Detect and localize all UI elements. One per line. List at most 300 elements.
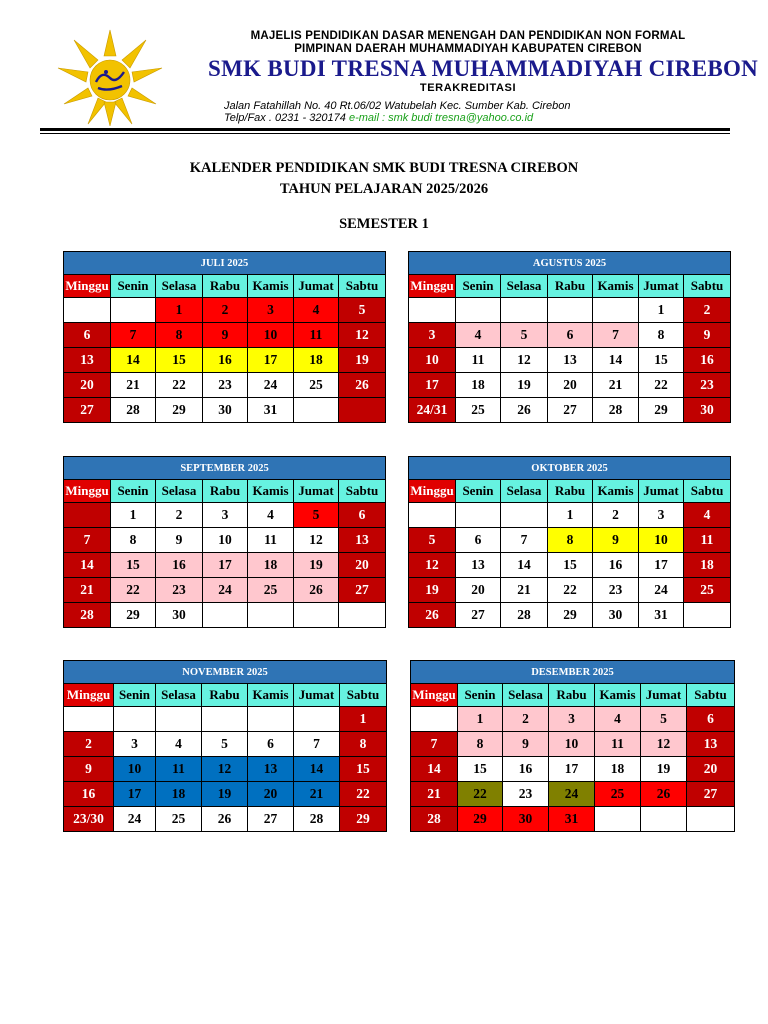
- week-row: [64, 732, 387, 757]
- contact-line: [224, 112, 724, 124]
- month-name: SEPTEMBER 2025: [64, 457, 386, 480]
- date-cell: 25: [156, 807, 202, 832]
- week-row: [64, 373, 386, 398]
- day-header: Kamis: [248, 480, 294, 503]
- date-cell: 24: [248, 373, 294, 398]
- date-cell: 18: [595, 757, 641, 782]
- day-header: Sabtu: [687, 684, 735, 707]
- date-cell: 7: [501, 528, 548, 553]
- date-cell: 25: [248, 578, 294, 603]
- date-cell: 3: [549, 707, 595, 732]
- date-cell: 2: [593, 503, 639, 528]
- day-header: Kamis: [595, 684, 641, 707]
- week-row: [409, 503, 731, 528]
- week-row: [64, 348, 386, 373]
- date-cell: 23: [503, 782, 549, 807]
- date-cell: 25: [294, 373, 339, 398]
- date-cell: 26: [202, 807, 248, 832]
- day-header: Rabu: [203, 275, 248, 298]
- date-cell: [456, 298, 501, 323]
- week-row: [64, 757, 387, 782]
- month-name: JULI 2025: [64, 252, 386, 275]
- date-cell: 14: [593, 348, 639, 373]
- date-cell: 30: [156, 603, 203, 628]
- date-cell: 15: [458, 757, 503, 782]
- month-calendar: [408, 251, 731, 423]
- day-header: Sabtu: [684, 480, 731, 503]
- date-cell: 6: [248, 732, 294, 757]
- date-cell: 10: [549, 732, 595, 757]
- date-cell: 30: [503, 807, 549, 832]
- date-cell: [111, 298, 156, 323]
- date-cell: 8: [111, 528, 156, 553]
- date-cell: 20: [339, 553, 386, 578]
- date-cell: 15: [111, 553, 156, 578]
- date-cell: 29: [156, 398, 203, 423]
- date-cell: 13: [548, 348, 593, 373]
- date-cell: 31: [248, 398, 294, 423]
- day-header: Minggu: [64, 684, 114, 707]
- date-cell: [409, 298, 456, 323]
- date-cell: 26: [501, 398, 548, 423]
- date-cell: 5: [294, 503, 339, 528]
- date-cell: [456, 503, 501, 528]
- date-cell: 17: [639, 553, 684, 578]
- date-cell: [548, 298, 593, 323]
- date-cell: 28: [294, 807, 340, 832]
- date-cell: [595, 807, 641, 832]
- date-cell: 4: [294, 298, 339, 323]
- date-cell: 26: [294, 578, 339, 603]
- date-cell: [156, 707, 202, 732]
- date-cell: 27: [248, 807, 294, 832]
- month-calendar: [63, 660, 387, 832]
- phone-number: Telp/Fax . 0231 - 320174: [224, 112, 346, 124]
- date-cell: 25: [456, 398, 501, 423]
- date-cell: 13: [64, 348, 111, 373]
- day-header: Minggu: [409, 275, 456, 298]
- date-cell: 29: [548, 603, 593, 628]
- date-cell: 9: [64, 757, 114, 782]
- date-cell: 16: [156, 553, 203, 578]
- date-cell: [294, 707, 340, 732]
- date-cell: 23: [156, 578, 203, 603]
- week-row: [409, 553, 731, 578]
- date-cell: 27: [687, 782, 735, 807]
- date-cell: 14: [111, 348, 156, 373]
- week-row: [64, 553, 386, 578]
- date-cell: 20: [456, 578, 501, 603]
- date-cell: 4: [248, 503, 294, 528]
- date-cell: 22: [639, 373, 684, 398]
- date-cell: [641, 807, 687, 832]
- day-header: Rabu: [549, 684, 595, 707]
- date-cell: [114, 707, 156, 732]
- date-cell: 17: [409, 373, 456, 398]
- date-cell: 17: [114, 782, 156, 807]
- date-cell: 23: [684, 373, 731, 398]
- date-cell: 11: [595, 732, 641, 757]
- date-cell: 6: [456, 528, 501, 553]
- date-cell: 28: [501, 603, 548, 628]
- month-calendar: [63, 251, 386, 423]
- letterhead-line-1: MAJELIS PENDIDIKAN DASAR MENENGAH DAN PENDIDIKAN NON FORMAL: [250, 30, 686, 42]
- date-cell: 18: [684, 553, 731, 578]
- day-header: Jumat: [294, 480, 339, 503]
- date-cell: [64, 503, 111, 528]
- day-header: Selasa: [156, 480, 203, 503]
- date-cell: 19: [641, 757, 687, 782]
- date-cell: [339, 603, 386, 628]
- week-row: [409, 348, 731, 373]
- week-row: [411, 732, 735, 757]
- date-cell: 17: [248, 348, 294, 373]
- date-cell: 16: [64, 782, 114, 807]
- email-address: e-mail : smk budi tresna@yahoo.co.id: [348, 112, 534, 124]
- week-row: [409, 323, 731, 348]
- date-cell: [203, 603, 248, 628]
- date-cell: 17: [203, 553, 248, 578]
- date-cell: 18: [294, 348, 339, 373]
- date-cell: 7: [111, 323, 156, 348]
- week-row: [64, 503, 386, 528]
- school-name: SMK BUDI TRESNA MUHAMMADIYAH CIREBON: [208, 56, 759, 81]
- day-header: Rabu: [203, 480, 248, 503]
- day-header: Selasa: [156, 275, 203, 298]
- letterhead-rule-thick: [40, 128, 730, 131]
- date-cell: 2: [64, 732, 114, 757]
- letterhead-rule-thin: [40, 133, 730, 134]
- date-cell: 12: [641, 732, 687, 757]
- date-cell: 28: [411, 807, 458, 832]
- date-cell: 11: [156, 757, 202, 782]
- date-cell: 1: [340, 707, 387, 732]
- date-cell: 27: [339, 578, 386, 603]
- date-cell: 11: [456, 348, 501, 373]
- date-cell: [248, 707, 294, 732]
- date-cell: 22: [111, 578, 156, 603]
- date-cell: 19: [202, 782, 248, 807]
- date-cell: 31: [639, 603, 684, 628]
- date-cell: 16: [593, 553, 639, 578]
- date-cell: 17: [549, 757, 595, 782]
- day-header: Senin: [456, 275, 501, 298]
- day-header: Senin: [458, 684, 503, 707]
- date-cell: 30: [203, 398, 248, 423]
- month-name: DESEMBER 2025: [411, 661, 735, 684]
- day-header: Selasa: [156, 684, 202, 707]
- date-cell: 12: [339, 323, 386, 348]
- date-cell: 1: [111, 503, 156, 528]
- date-cell: 4: [456, 323, 501, 348]
- week-row: [64, 782, 387, 807]
- day-header: Minggu: [64, 275, 111, 298]
- date-cell: [202, 707, 248, 732]
- day-header: Senin: [111, 275, 156, 298]
- day-header: Minggu: [409, 480, 456, 503]
- date-cell: 23/30: [64, 807, 114, 832]
- date-cell: 5: [202, 732, 248, 757]
- day-header: Jumat: [294, 275, 339, 298]
- date-cell: 5: [409, 528, 456, 553]
- day-header: Senin: [456, 480, 501, 503]
- date-cell: 28: [64, 603, 111, 628]
- date-cell: 21: [593, 373, 639, 398]
- date-cell: 14: [64, 553, 111, 578]
- week-row: [409, 373, 731, 398]
- day-header: Senin: [114, 684, 156, 707]
- day-header: Jumat: [639, 275, 684, 298]
- date-cell: 14: [294, 757, 340, 782]
- day-header: Selasa: [501, 275, 548, 298]
- week-row: [64, 528, 386, 553]
- date-cell: 20: [64, 373, 111, 398]
- date-cell: 2: [203, 298, 248, 323]
- letterhead-line-2: PIMPINAN DAERAH MUHAMMADIYAH KABUPATEN CIREBON: [294, 43, 642, 55]
- week-row: [411, 707, 735, 732]
- date-cell: 6: [339, 503, 386, 528]
- date-cell: 26: [641, 782, 687, 807]
- date-cell: [411, 707, 458, 732]
- date-cell: 16: [684, 348, 731, 373]
- date-cell: 11: [248, 528, 294, 553]
- date-cell: 11: [294, 323, 339, 348]
- date-cell: 30: [593, 603, 639, 628]
- date-cell: [687, 807, 735, 832]
- date-cell: 21: [64, 578, 111, 603]
- date-cell: 10: [248, 323, 294, 348]
- date-cell: 21: [294, 782, 340, 807]
- academic-year: TAHUN PELAJARAN 2025/2026: [279, 181, 489, 197]
- date-cell: 21: [111, 373, 156, 398]
- date-cell: 7: [294, 732, 340, 757]
- date-cell: 20: [548, 373, 593, 398]
- month-name: AGUSTUS 2025: [409, 252, 731, 275]
- day-header: Jumat: [641, 684, 687, 707]
- day-header: Rabu: [202, 684, 248, 707]
- date-cell: 15: [340, 757, 387, 782]
- date-cell: 20: [687, 757, 735, 782]
- date-cell: 5: [501, 323, 548, 348]
- day-header: Kamis: [593, 480, 639, 503]
- day-header: Kamis: [593, 275, 639, 298]
- date-cell: 2: [503, 707, 549, 732]
- date-cell: 31: [549, 807, 595, 832]
- day-header: Minggu: [64, 480, 111, 503]
- month-calendar: [410, 660, 735, 832]
- day-header: Jumat: [639, 480, 684, 503]
- date-cell: 13: [456, 553, 501, 578]
- date-cell: 22: [340, 782, 387, 807]
- date-cell: 13: [687, 732, 735, 757]
- date-cell: 3: [203, 503, 248, 528]
- date-cell: 14: [501, 553, 548, 578]
- date-cell: [339, 398, 386, 423]
- date-cell: 22: [458, 782, 503, 807]
- letterhead: [40, 24, 759, 136]
- date-cell: 9: [684, 323, 731, 348]
- date-cell: 23: [593, 578, 639, 603]
- date-cell: 8: [156, 323, 203, 348]
- week-row: [409, 603, 731, 628]
- date-cell: [684, 603, 731, 628]
- day-header: Selasa: [501, 480, 548, 503]
- date-cell: 3: [639, 503, 684, 528]
- day-header: Jumat: [294, 684, 340, 707]
- date-cell: 1: [548, 503, 593, 528]
- week-row: [411, 782, 735, 807]
- week-row: [409, 398, 731, 423]
- week-row: [64, 807, 387, 832]
- date-cell: 28: [111, 398, 156, 423]
- date-cell: 26: [409, 603, 456, 628]
- date-cell: 8: [340, 732, 387, 757]
- date-cell: 9: [503, 732, 549, 757]
- date-cell: 24/31: [409, 398, 456, 423]
- date-cell: 1: [458, 707, 503, 732]
- date-cell: 12: [202, 757, 248, 782]
- date-cell: [294, 603, 339, 628]
- date-cell: 27: [456, 603, 501, 628]
- date-cell: 11: [684, 528, 731, 553]
- accreditation-status: TERAKREDITASI: [419, 82, 517, 94]
- school-address: Jalan Fatahillah No. 40 Rt.06/02 Watubelah Kec. Sumber Kab. Cirebon: [224, 100, 571, 112]
- date-cell: 12: [501, 348, 548, 373]
- date-cell: 16: [203, 348, 248, 373]
- month-calendar: [408, 456, 731, 628]
- date-cell: 2: [684, 298, 731, 323]
- date-cell: 3: [248, 298, 294, 323]
- date-cell: 29: [340, 807, 387, 832]
- day-header: Senin: [111, 480, 156, 503]
- week-row: [64, 323, 386, 348]
- date-cell: 24: [549, 782, 595, 807]
- date-cell: 19: [294, 553, 339, 578]
- date-cell: 24: [639, 578, 684, 603]
- week-row: [409, 578, 731, 603]
- date-cell: 10: [203, 528, 248, 553]
- date-cell: 13: [339, 528, 386, 553]
- date-cell: [409, 503, 456, 528]
- week-row: [409, 298, 731, 323]
- date-cell: 25: [595, 782, 641, 807]
- date-cell: 5: [339, 298, 386, 323]
- date-cell: 2: [156, 503, 203, 528]
- date-cell: 15: [156, 348, 203, 373]
- date-cell: [64, 298, 111, 323]
- date-cell: [501, 503, 548, 528]
- date-cell: 1: [156, 298, 203, 323]
- month-calendar: [63, 456, 386, 628]
- week-row: [411, 807, 735, 832]
- date-cell: 10: [639, 528, 684, 553]
- date-cell: 10: [114, 757, 156, 782]
- date-cell: 21: [411, 782, 458, 807]
- date-cell: 30: [684, 398, 731, 423]
- date-cell: 8: [548, 528, 593, 553]
- date-cell: [501, 298, 548, 323]
- week-row: [64, 298, 386, 323]
- date-cell: [64, 707, 114, 732]
- date-cell: 12: [294, 528, 339, 553]
- day-header: Sabtu: [339, 480, 386, 503]
- date-cell: 25: [684, 578, 731, 603]
- date-cell: 8: [639, 323, 684, 348]
- date-cell: 20: [248, 782, 294, 807]
- semester-label: SEMESTER 1: [339, 216, 429, 232]
- date-cell: 15: [548, 553, 593, 578]
- date-cell: 9: [203, 323, 248, 348]
- date-cell: 22: [548, 578, 593, 603]
- day-header: Sabtu: [684, 275, 731, 298]
- date-cell: 18: [156, 782, 202, 807]
- week-row: [64, 707, 387, 732]
- date-cell: 29: [458, 807, 503, 832]
- date-cell: 28: [593, 398, 639, 423]
- date-cell: [248, 603, 294, 628]
- week-row: [64, 398, 386, 423]
- date-cell: 10: [409, 348, 456, 373]
- day-header: Kamis: [248, 275, 294, 298]
- date-cell: 4: [684, 503, 731, 528]
- date-cell: 18: [248, 553, 294, 578]
- date-cell: 4: [595, 707, 641, 732]
- week-row: [411, 757, 735, 782]
- date-cell: 12: [409, 553, 456, 578]
- month-name: NOVEMBER 2025: [64, 661, 387, 684]
- date-cell: 6: [64, 323, 111, 348]
- date-cell: 27: [64, 398, 111, 423]
- date-cell: 27: [548, 398, 593, 423]
- date-cell: 18: [456, 373, 501, 398]
- date-cell: 7: [64, 528, 111, 553]
- date-cell: 23: [203, 373, 248, 398]
- date-cell: 26: [339, 373, 386, 398]
- calendar-title: KALENDER PENDIDIKAN SMK BUDI TRESNA CIREBON: [189, 160, 579, 176]
- day-header: Sabtu: [339, 275, 386, 298]
- date-cell: 22: [156, 373, 203, 398]
- date-cell: 15: [639, 348, 684, 373]
- date-cell: 19: [339, 348, 386, 373]
- date-cell: 7: [411, 732, 458, 757]
- day-header: Minggu: [411, 684, 458, 707]
- day-header: Sabtu: [340, 684, 387, 707]
- date-cell: 14: [411, 757, 458, 782]
- date-cell: 19: [501, 373, 548, 398]
- date-cell: 9: [593, 528, 639, 553]
- date-cell: 24: [203, 578, 248, 603]
- date-cell: [593, 298, 639, 323]
- date-cell: 1: [639, 298, 684, 323]
- week-row: [64, 603, 386, 628]
- date-cell: 29: [639, 398, 684, 423]
- day-header: Kamis: [248, 684, 294, 707]
- week-row: [64, 578, 386, 603]
- date-cell: 6: [548, 323, 593, 348]
- week-row: [409, 528, 731, 553]
- muhammadiyah-logo: [54, 26, 166, 126]
- date-cell: 29: [111, 603, 156, 628]
- month-name: OKTOBER 2025: [409, 457, 731, 480]
- date-cell: 5: [641, 707, 687, 732]
- day-header: Selasa: [503, 684, 549, 707]
- date-cell: 3: [409, 323, 456, 348]
- date-cell: 8: [458, 732, 503, 757]
- date-cell: 19: [409, 578, 456, 603]
- date-cell: 6: [687, 707, 735, 732]
- date-cell: 21: [501, 578, 548, 603]
- date-cell: 13: [248, 757, 294, 782]
